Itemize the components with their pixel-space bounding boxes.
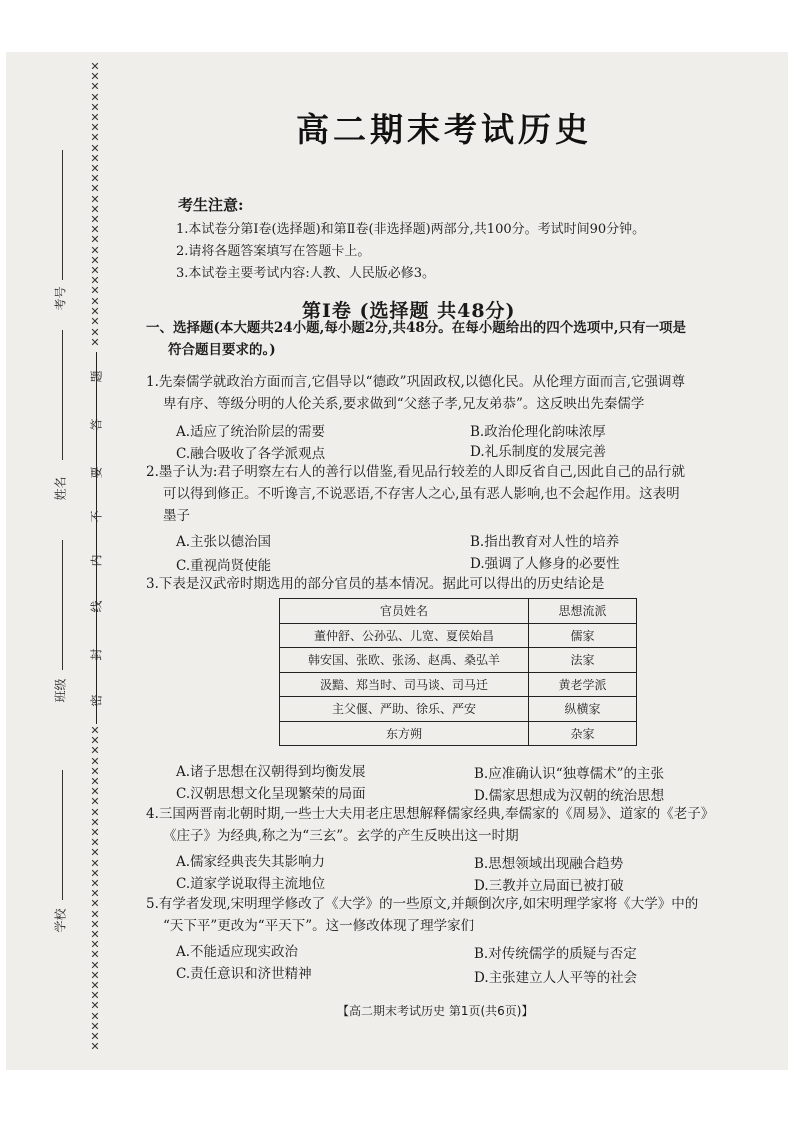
school-line: [62, 770, 63, 900]
section-title: 第Ⅰ卷 (选择题 共48分): [302, 300, 516, 322]
table-header: 思想流派: [528, 599, 636, 624]
table-cell: 杂家: [528, 721, 636, 746]
table-cell: 东方朔: [280, 721, 529, 746]
table-cell: 主父偃、严助、徐乐、严安: [280, 697, 529, 722]
seal-x-marks-upper-mid: ✕ ✕: [90, 326, 100, 350]
seal-x-marks-top: ✕ ✕ ✕ ✕ ✕ ✕ ✕ ✕ ✕ ✕ ✕ ✕ ✕ ✕ ✕ ✕ ✕ ✕ ✕ ✕ ✕ ✕ ✕ ✕ ✕ ✕: [90, 60, 100, 329]
table-header: 官员姓名: [280, 599, 529, 624]
question-4-option-b: B.思想领域出现融合趋势: [474, 856, 624, 872]
question-3-option-d: D.儒家思想成为汉朝的统治思想: [474, 788, 665, 804]
seal-line: [96, 352, 97, 724]
question-1-option-a: A.适应了统治阶层的需要: [176, 424, 326, 440]
question-5-option-b: B.对传统儒学的质疑与否定: [474, 946, 637, 962]
table-row: [280, 623, 637, 648]
table-row: [280, 697, 637, 722]
notice-item: 1.本试卷分第Ⅰ卷(选择题)和第Ⅱ卷(非选择题)两部分,共100分。考试时间90分钟。: [176, 222, 646, 237]
table-cell: 韩安国、张欧、张汤、赵禹、桑弘羊: [280, 648, 529, 673]
question-5-option-d: D.主张建立人人平等的社会: [474, 970, 638, 986]
table-cell: 法家: [528, 648, 636, 673]
table-cell: 黄老学派: [528, 672, 636, 697]
question-4-option-a: A.儒家经典丧失其影响力: [176, 854, 326, 870]
seal-char: 题: [89, 370, 104, 383]
table-header-row: [280, 599, 637, 624]
question-1-option-b: B.政治伦理化韵味浓厚: [470, 424, 606, 440]
question-3-option-c: C.汉朝思想文化呈现繁荣的局面: [176, 786, 366, 802]
question-1-option-c: C.融合吸收了各学派观点: [176, 446, 326, 462]
school-label: 学校: [53, 908, 68, 933]
page-footer: 【高二期末考试历史 第1页(共6页)】: [337, 1004, 534, 1018]
seal-char: 答: [89, 418, 104, 431]
seal-x-marks-bottom: ✕ ✕ ✕ ✕ ✕ ✕ ✕ ✕ ✕ ✕ ✕ ✕ ✕ ✕ ✕ ✕ ✕ ✕ ✕ ✕ ✕ ✕ ✕ ✕ ✕ ✕ ✕ ✕ ✕ ✕ ✕ ✕: [90, 724, 100, 1054]
seal-char: 不: [89, 510, 104, 523]
section-instruction: 符合题目要求的。): [168, 342, 276, 358]
question-2-option-a: A.主张以德治国: [176, 534, 272, 550]
question-4-option-c: C.道家学说取得主流地位: [176, 876, 326, 892]
question-3-text: 3.下表是汉武帝时期选用的部分官员的基本情况。据此可以得出的历史结论是: [146, 576, 605, 592]
exam-number-line: [62, 150, 63, 280]
class-label: 班级: [53, 678, 68, 703]
table-cell: 汲黯、郑当时、司马谈、司马迁: [280, 672, 529, 697]
seal-char: 线: [89, 600, 104, 613]
question-2-option-d: D.强调了人修身的必要性: [470, 556, 620, 572]
question-2-text: 2.墨子认为:君子明察左右人的善行以借鉴,看见品行较差的人即反省自己,因此自己的品行就: [146, 464, 686, 480]
table-cell: 儒家: [528, 623, 636, 648]
page-title: 高二期末考试历史: [296, 110, 592, 149]
table-row: [280, 672, 637, 697]
question-4-text: 《庄子》为经典,称之为“三玄”。玄学的产生反映出这一时期: [163, 828, 519, 844]
question-2-text: 可以得到修正。不听谗言,不说恶语,不存害人之心,虽有恶人影响,也不会起作用。这表明: [163, 486, 680, 502]
table-row: [280, 648, 637, 673]
question-2-text: 墨子: [163, 508, 190, 524]
class-line: [62, 540, 63, 670]
question-3-option-b: B.应准确认识“独尊儒术”的主张: [474, 766, 665, 782]
question-5-text: 5.有学者发现,宋明理学修改了《大学》的一些原文,并颠倒次序,如宋明理学家将《大学》中的: [146, 896, 699, 912]
question-5-option-a: A.不能适应现实政治: [176, 944, 299, 960]
question-1-option-d: D.礼乐制度的发展完善: [470, 444, 607, 460]
table-row: [280, 721, 637, 746]
question-1-text: 卑有序、等级分明的人伦关系,要求做到“父慈子孝,兄友弟恭”。这反映出先秦儒学: [163, 396, 645, 412]
seal-char: 要: [89, 466, 104, 479]
question-1-text: 1.先秦儒学就政治方面而言,它倡导以“德政”巩固政权,以德化民。从伦理方面而言,它强调尊: [146, 374, 686, 390]
question-3-option-a: A.诸子思想在汉朝得到均衡发展: [176, 764, 366, 780]
seal-char: 内: [89, 554, 104, 567]
section-instruction: 一、选择题(本大题共24小题,每小题2分,共48分。在每小题给出的四个选项中,只有一项是: [146, 320, 686, 336]
notice-item: 2.请将各题答案填写在答题卡上。: [176, 244, 371, 259]
question-5-text: “天下平”更改为“平天下”。这一修改体现了理学家们: [163, 918, 475, 934]
question-2-option-c: C.重视尚贤使能: [176, 558, 272, 574]
question-5-option-c: C.责任意识和济世精神: [176, 966, 312, 982]
table-cell: 董仲舒、公孙弘、儿宽、夏侯始昌: [280, 623, 529, 648]
name-label: 姓名: [53, 476, 68, 501]
question-4-text: 4.三国两晋南北朝时期,一些士大夫用老庄思想解释儒家经典,奉儒家的《周易》、道家的《老子》: [146, 806, 715, 822]
question-4-option-d: D.三教并立局面已被打破: [474, 878, 624, 894]
officials-table: [279, 598, 637, 746]
notice-item: 3.本试卷主要考试内容:人教、人民版必修3。: [176, 266, 436, 281]
exam-number-label: 考号: [53, 286, 68, 311]
seal-char: 封: [89, 648, 104, 661]
table-cell: 纵横家: [528, 697, 636, 722]
name-line: [62, 330, 63, 460]
notice-heading: 考生注意:: [178, 196, 244, 214]
question-2-option-b: B.指出教育对人性的培养: [470, 534, 620, 550]
seal-char: 密: [89, 694, 104, 707]
